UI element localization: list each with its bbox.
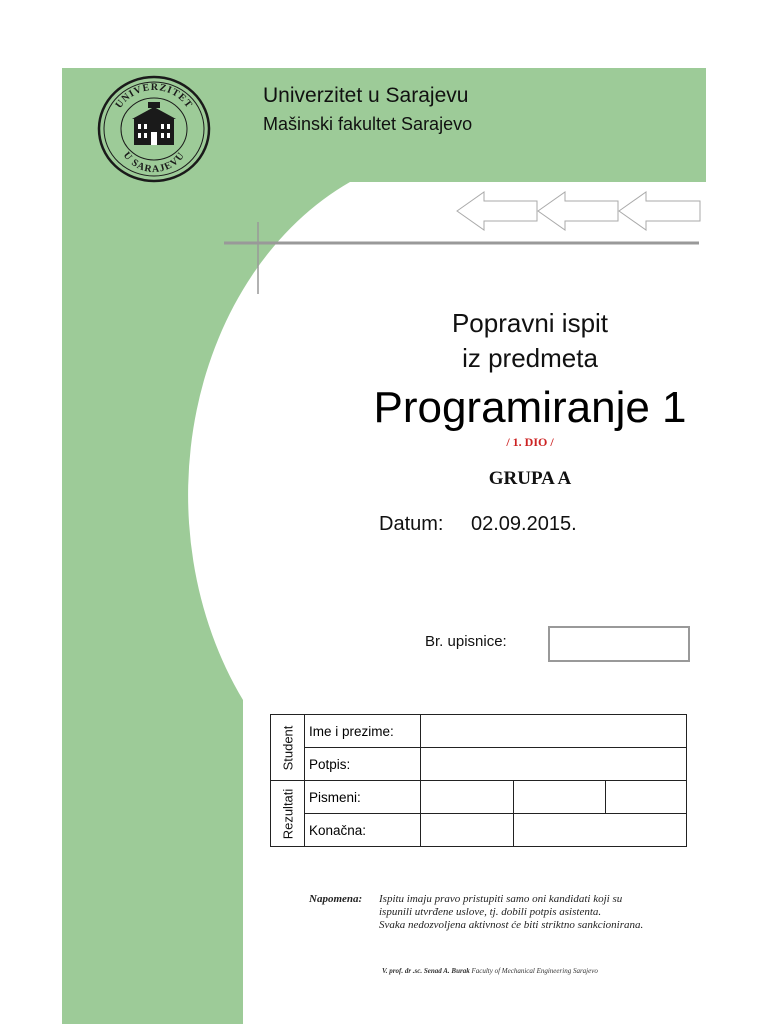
final-grade-cell[interactable] [514,814,687,847]
footer-affiliation: Faculty of Mechanical Engineering Sarajevo [471,967,598,975]
row-label-written: Pismeni: [305,781,421,814]
note-line: ispunili utvrđene uslove, tj. dobili potpis asistenta. [379,906,602,918]
table-row [271,814,687,847]
row-label-final: Konačna: [305,814,421,847]
section-student-cell [271,715,305,781]
enrollment-number-label: Br. upisnice: [425,633,507,650]
date-label: Datum: [379,513,444,535]
faculty-name: Mašinski fakultet Sarajevo [263,114,473,134]
note-line: Ispitu imaju pravo pristupiti samo oni kandidati koji su [379,893,623,905]
table-row [271,715,687,748]
arrow-left-icon [619,192,700,230]
seal-emblem-icon [96,74,212,184]
arrow-left-icon [538,192,618,230]
section-student-label: Student [280,725,295,770]
date-value: 02.09.2015. [471,513,577,535]
row-label-name: Ime i prezime: [305,715,421,748]
svg-text:U SARAJEVU: U SARAJEVU [120,150,188,176]
note-label: Napomena: [309,893,363,905]
subject-title: Programiranje 1 [373,383,687,432]
written-score-cell[interactable] [606,781,687,814]
name-field[interactable] [421,715,687,748]
table-row [271,748,687,781]
footer-author: V. prof. dr .sc. Senad A. Burak [382,967,470,975]
written-score-cell[interactable] [421,781,514,814]
footer [382,967,598,975]
section-results-cell [271,781,305,847]
exam-group: GRUPA A [488,468,572,489]
university-seal [96,74,212,184]
exam-subtitle: iz predmeta [462,343,598,373]
student-info-table [270,714,687,847]
final-score-cell[interactable] [421,814,514,847]
svg-text:UNIVERZITET: UNIVERZITET [113,81,195,111]
note-line: Svaka nedozvoljena aktivnost će biti striktno sankcionirana. [379,919,644,931]
section-results-label: Rezultati [280,788,295,839]
table-row [271,781,687,814]
enrollment-number-field[interactable] [548,626,690,662]
university-name: Univerzitet u Sarajevu [263,84,469,107]
row-label-signature: Potpis: [305,748,421,781]
arrow-left-icon [457,192,537,230]
exam-part: / 1. DIO / [506,435,554,449]
note-text [379,893,697,932]
signature-field[interactable] [421,748,687,781]
exam-type: Popravni ispit [451,308,609,338]
written-score-cell[interactable] [514,781,606,814]
